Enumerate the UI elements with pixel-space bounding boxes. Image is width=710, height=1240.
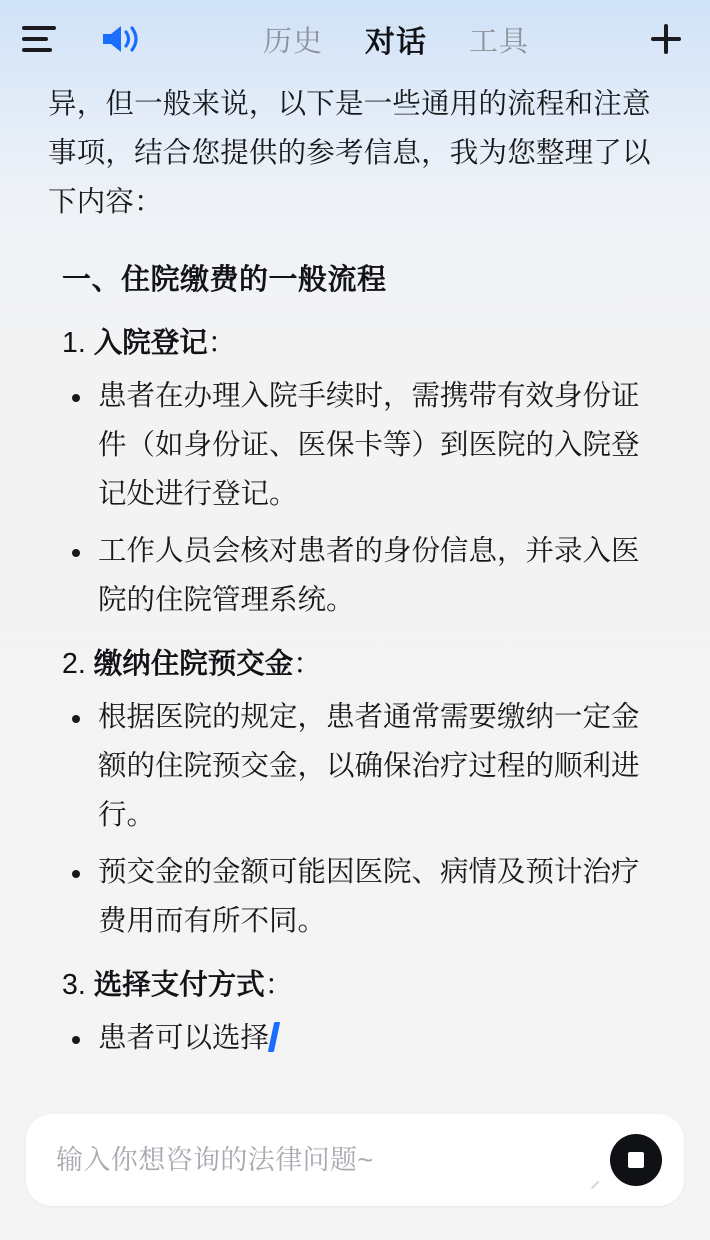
bullet-item: 预交金的金额可能因医院、病情及预计治疗费用而有所不同。 [66, 848, 662, 946]
composer-bar [26, 1114, 684, 1206]
tab-conversation[interactable]: 对话 [365, 26, 427, 59]
step-number: 3. [62, 969, 86, 1001]
speaker-on-icon[interactable] [98, 19, 142, 59]
message-input[interactable] [54, 1144, 610, 1177]
bullet-text: 患者可以选择 [98, 1022, 270, 1054]
top-bar [0, 0, 710, 78]
steps-list [48, 320, 662, 1063]
bullet-item: 根据医院的规定，患者通常需要缴纳一定金额的住院预交金，以确保治疗过程的顺利进行。 [66, 693, 662, 840]
tab-tools[interactable]: 工具 [469, 25, 530, 58]
bullet-list [48, 372, 662, 625]
section-heading: 一、住院缴费的一般流程 [62, 264, 387, 296]
step-item [48, 962, 662, 1008]
step-number: 1. [62, 327, 86, 359]
stop-square-icon [628, 1152, 644, 1168]
bullet-item: 工作人员会核对患者的身份信息，并录入医院的住院管理系统。 [66, 527, 662, 625]
typing-cursor-icon [268, 1022, 280, 1052]
step-label: 选择支付方式 [93, 969, 265, 1001]
bullet-item: 患者在办理入院手续时，需携带有效身份证件（如身份证、医保卡等）到医院的入院登记处进行登记。 [66, 372, 662, 519]
bullet-list [48, 693, 662, 946]
plus-icon[interactable] [644, 17, 688, 61]
tab-history[interactable]: 历史 [262, 25, 323, 58]
bottom-safe-area [0, 1220, 710, 1240]
step-colon: ： [264, 969, 294, 1001]
step-colon: ： [207, 327, 237, 359]
hamburger-line [22, 48, 52, 52]
step-label: 缴纳住院预交金 [93, 648, 294, 680]
step-label: 入院登记 [93, 327, 208, 359]
conversation-scroll-area[interactable] [0, 78, 710, 1098]
step-number: 2. [62, 648, 86, 680]
hamburger-line [22, 26, 56, 30]
tab-bar [148, 15, 644, 63]
step-item [48, 641, 662, 687]
input-resize-grip[interactable] [590, 1184, 600, 1194]
bullet-list [48, 1014, 662, 1063]
hamburger-menu-icon[interactable] [22, 19, 62, 59]
assistant-intro-paragraph: 异，但一般来说，以下是一些通用的流程和注意事项，结合您提供的参考信息，我为您整理了以下内容： [48, 88, 651, 218]
step-item [48, 320, 662, 366]
hamburger-line [22, 37, 48, 41]
step-colon: ： [293, 648, 322, 680]
bullet-item-streaming [66, 1014, 662, 1063]
stop-generation-button[interactable] [610, 1134, 662, 1186]
